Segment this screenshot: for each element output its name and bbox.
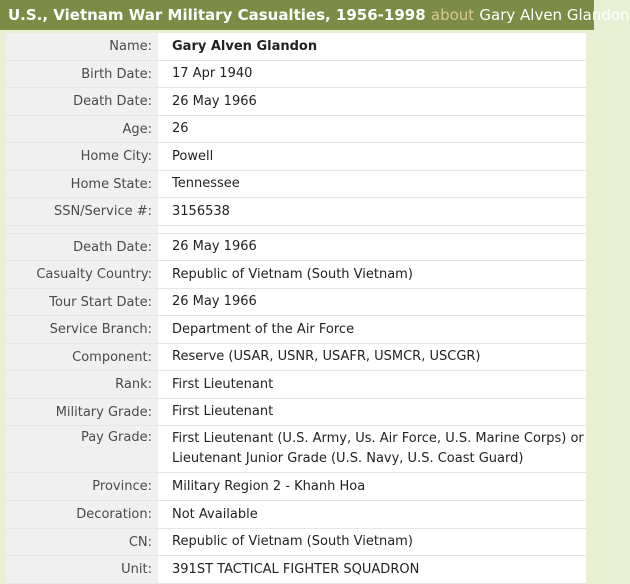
row-rank — [6, 371, 586, 399]
rank-value: First Lieutenant — [172, 376, 274, 392]
military-grade-value: First Lieutenant — [172, 404, 274, 419]
ssn-value: 3156538 — [172, 203, 230, 219]
section-divider — [6, 226, 586, 234]
province-label: Province: — [6, 473, 158, 500]
ssn-label: SSN/Service #: — [6, 198, 158, 225]
row-military-grade — [6, 399, 586, 426]
page-title — [0, 0, 630, 30]
casualty-country-value: Republic of Vietnam (South Vietnam) — [172, 266, 413, 282]
row-age — [6, 116, 586, 143]
pay-grade-value: First Lieutenant (U.S. Army, Us. Air Force, U.S. Marine Corps) or Lieutenant Junior Grade (U.S. Navy, U.S. Coast Guard) — [172, 431, 584, 466]
row-province — [6, 473, 586, 501]
name-value: Gary Alven Glandon — [172, 38, 318, 54]
row-cn — [6, 529, 586, 556]
service-branch-value: Department of the Air Force — [172, 321, 355, 337]
birth-date-value: 17 Apr 1940 — [172, 66, 253, 81]
about-text: about — [430, 6, 475, 24]
row-home-state — [6, 171, 586, 198]
name-label: Name: — [6, 33, 158, 60]
divider-label-cell — [6, 226, 158, 233]
cn-value: Republic of Vietnam (South Vietnam) — [172, 534, 413, 549]
rank-label: Rank: — [6, 371, 158, 398]
record-table — [6, 33, 586, 584]
decoration-value: Not Available — [172, 506, 258, 522]
row-decoration — [6, 501, 586, 529]
age-value: 26 — [172, 121, 189, 136]
home-state-value: Tennessee — [172, 176, 240, 191]
province-value: Military Region 2 - Khanh Hoa — [172, 478, 366, 494]
death-date-2-value: 26 May 1966 — [172, 239, 257, 254]
row-name — [6, 33, 586, 61]
row-pay-grade — [6, 426, 586, 473]
row-component — [6, 344, 586, 371]
cn-label: CN: — [6, 529, 158, 555]
military-grade-label: Military Grade: — [6, 399, 158, 425]
birth-date-label: Birth Date: — [6, 61, 158, 87]
pay-grade-label: Pay Grade: — [6, 426, 158, 472]
row-unit — [6, 556, 586, 584]
row-tour-start — [6, 289, 586, 316]
home-city-label: Home City: — [6, 143, 158, 170]
component-label: Component: — [6, 344, 158, 370]
decoration-label: Decoration: — [6, 501, 158, 528]
death-date-value: 26 May 1966 — [172, 93, 257, 109]
row-death-date-2 — [6, 234, 586, 261]
row-death-date — [6, 88, 586, 116]
tour-start-label: Tour Start Date: — [6, 289, 158, 315]
unit-value: 391ST TACTICAL FIGHTER SQUADRON — [172, 561, 420, 577]
service-branch-label: Service Branch: — [6, 316, 158, 343]
component-value: Reserve (USAR, USNR, USAFR, USMCR, USCGR) — [172, 349, 481, 364]
death-date-label: Death Date: — [6, 88, 158, 115]
row-home-city — [6, 143, 586, 171]
row-service-branch — [6, 316, 586, 344]
death-date-2-label: Death Date: — [6, 234, 158, 260]
unit-label: Unit: — [6, 556, 158, 583]
person-name-link[interactable]: Gary Alven Glandon — [479, 6, 630, 24]
row-casualty-country — [6, 261, 586, 289]
row-ssn — [6, 198, 586, 226]
row-birth-date — [6, 61, 586, 88]
age-label: Age: — [6, 116, 158, 142]
collection-title: U.S., Vietnam War Military Casualties, 1956-1998 — [8, 6, 426, 24]
home-state-label: Home State: — [6, 171, 158, 197]
divider-value-cell — [158, 226, 586, 233]
home-city-value: Powell — [172, 148, 214, 164]
casualty-country-label: Casualty Country: — [6, 261, 158, 288]
tour-start-value: 26 May 1966 — [172, 294, 257, 309]
